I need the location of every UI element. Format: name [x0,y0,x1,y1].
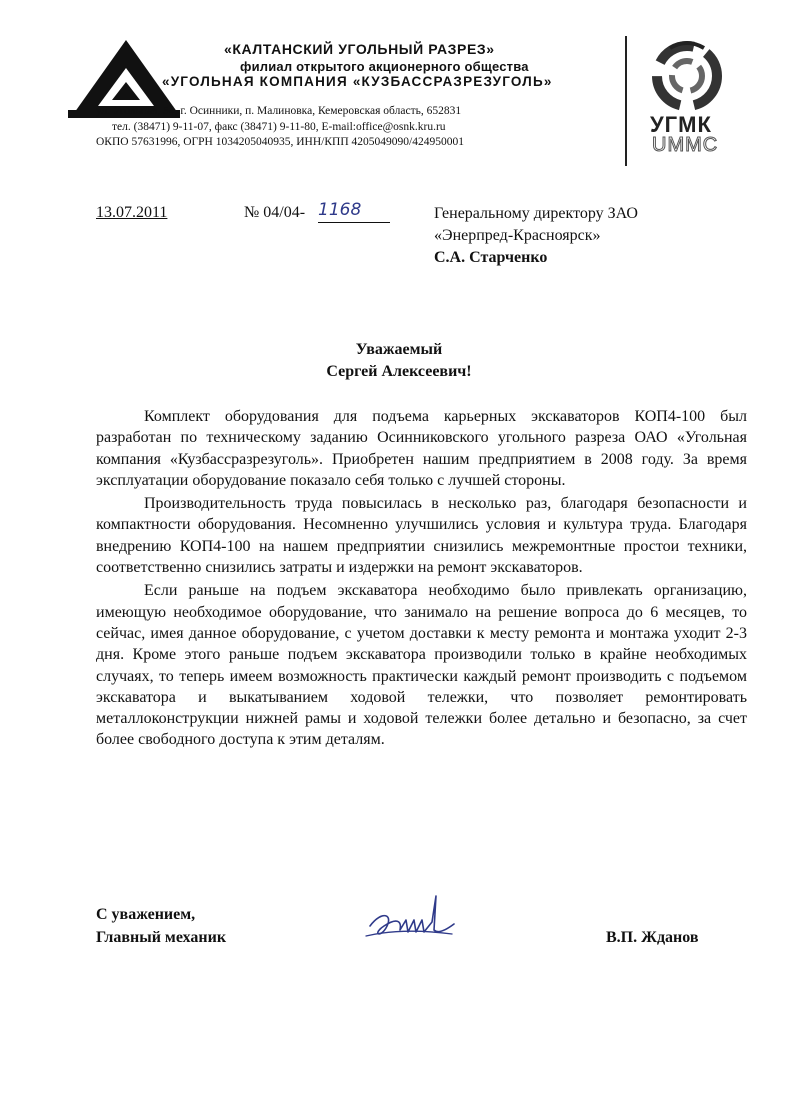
parent-company: «УГОЛЬНАЯ КОМПАНИЯ «КУЗБАССРАЗРЕЗУГОЛЬ» [162,74,553,89]
body-paragraph: Если раньше на подъем экскаватора необходимо было привлекать организацию, имеющую необходимое оборудование, что занимало на решение вопроса до 6 месяцев, то сейчас, имея данное оборудование, с учетом доставки к месту ремонта и монтажа уходит 2-3 дня. Кроме этого раньше подъем экскаватора производили только в крайне необходимых случаях, то теперь имеем возможность практически каждый ремонт производить с подъемом экскаватора и выкатыванием ходовой тележки, что позволяет ремонтировать металлоконструкции нижней рамы и ходовой тележки более детально и безопасно, за счет более свободного доступа к этим деталям. [96,582,747,749]
recipient-name: С.А. Старченко [434,249,548,266]
letter-body [96,406,747,753]
company-name: «КАЛТАНСКИЙ УГОЛЬНЫЙ РАЗРЕЗ» [224,41,495,57]
document-number-prefix: № 04/04- [244,204,306,221]
ugmk-logo-text: УГМК [650,112,712,137]
document-number-handwritten: 1168 [318,200,362,220]
body-paragraph: Производительность труда повысилась в несколько раз, благодаря безопасности и компактности оборудования. Несомненно улучшились условия и культура труда. Благодаря внедрению КОП4-100 на нашем предприятии снизились межремонтные простои техники, соответственно снизились затраты и издержки на ремонт экскаваторов. [96,495,747,577]
body-paragraph: Комплект оборудования для подъема карьерных экскаваторов КОП4-100 был разработан по техническому заданию Осинниковского угольного разреза ОАО «Угольная компания «Кузбассразрезуголь». Приобретен нашим предприятием в 2008 году. За время эксплуатации оборудование показало себя только с лучшей стороны. [96,408,747,489]
address-line: ул. Угольная, 54, г. Осинники, п. Малиновка, Кемеровская область, 652831 [96,105,462,117]
salutation-line: Уважаемый [355,341,443,358]
header-divider [625,36,627,166]
company-subtitle: филиал открытого акционерного общества [240,59,529,74]
handwritten-signature-icon [362,890,456,950]
ummc-logo-text: UMMC [652,134,719,156]
ummc-swirl-logo-icon [642,38,732,120]
recipient-company: «Энерпред-Красноярск» [434,227,601,244]
closing-regards: С уважением, [96,906,196,923]
document-number-underline [318,222,390,223]
signer-name: В.П. Жданов [606,929,699,946]
contacts-line: тел. (38471) 9-11-07, факс (38471) 9-11-80, E-mail:office@osnk.kru.ru [112,121,446,133]
recipient-position: Генеральному директору ЗАО [434,205,638,222]
salutation-name: Сергей Алексеевич! [326,363,472,380]
document-date: 13.07.2011 [96,204,168,221]
registration-line: ОКПО 57631996, ОГРН 1034205040935, ИНН/КПП 4205049090/424950001 [96,136,464,148]
signer-title: Главный механик [96,929,227,946]
